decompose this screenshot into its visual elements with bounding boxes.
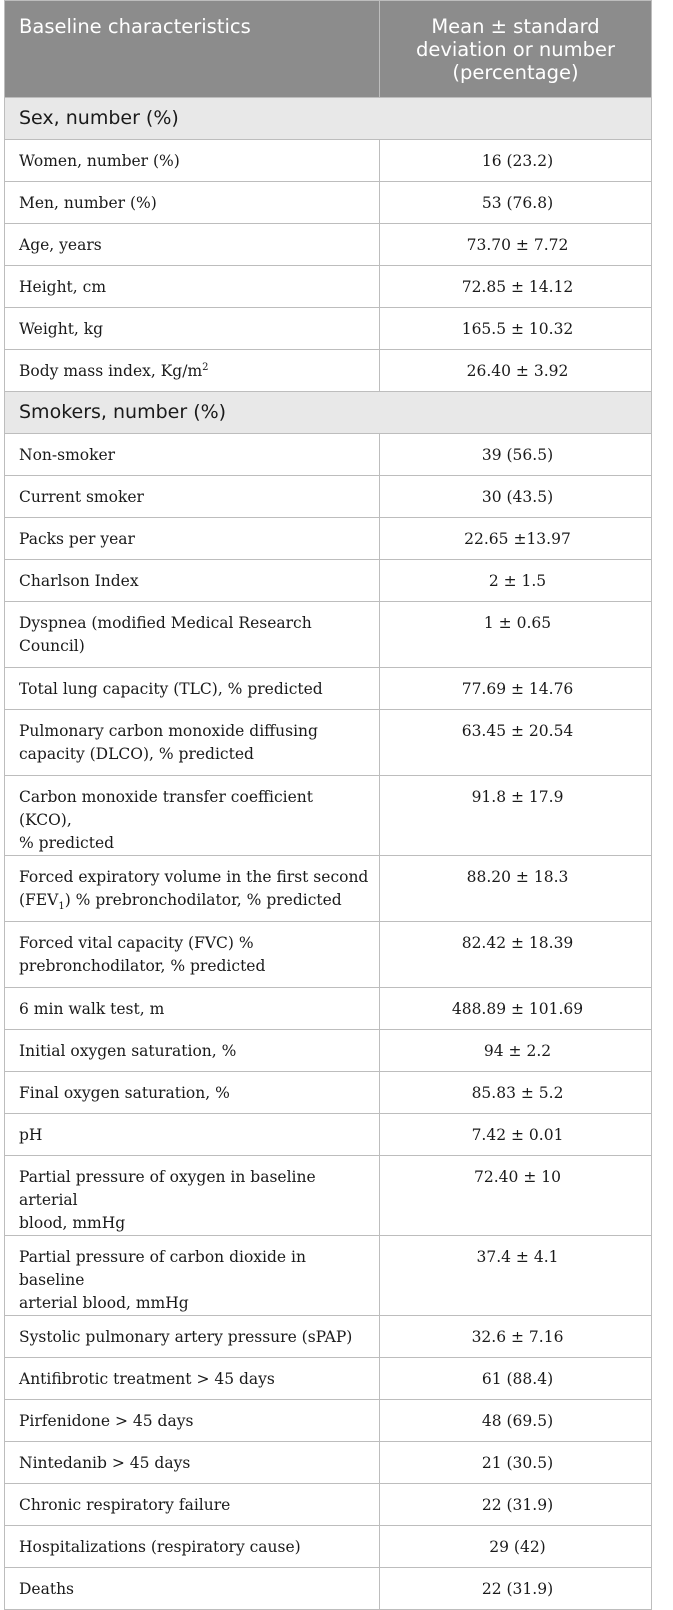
section-header-row	[5, 392, 652, 434]
table-row	[5, 308, 652, 350]
row-value: 53 (76.8)	[380, 182, 652, 224]
row-label-text: Pulmonary carbon monoxide diffusing	[19, 722, 318, 740]
row-label-text-line2-pre: (FEV	[19, 891, 59, 909]
row-value: 73.70 ± 7.72	[380, 224, 652, 266]
table-row	[5, 1072, 652, 1114]
row-value: 488.89 ± 101.69	[380, 988, 652, 1030]
row-label	[5, 776, 380, 856]
row-label	[5, 1236, 380, 1316]
row-label-subscript: 1	[58, 901, 65, 913]
row-label-text-line2: Council)	[19, 637, 85, 655]
row-label	[5, 1072, 380, 1114]
row-value: 30 (43.5)	[380, 476, 652, 518]
row-value: 32.6 ± 7.16	[380, 1316, 652, 1358]
row-label-text: Body mass index, Kg/m	[19, 362, 203, 380]
row-label-text: Deaths	[19, 1580, 75, 1598]
row-label-text: 6 min walk test, m	[19, 1000, 165, 1018]
table-row	[5, 350, 652, 392]
table-row	[5, 1114, 652, 1156]
row-label	[5, 1030, 380, 1072]
row-value: 48 (69.5)	[380, 1400, 652, 1442]
row-label	[5, 1156, 380, 1236]
row-label-text-line2: arterial blood, mmHg	[19, 1294, 189, 1312]
row-label	[5, 1442, 380, 1484]
table-row	[5, 518, 652, 560]
table-body	[5, 98, 652, 1610]
table-row	[5, 140, 652, 182]
table-row	[5, 776, 652, 856]
table-row	[5, 856, 652, 922]
table-row	[5, 1568, 652, 1610]
row-label	[5, 224, 380, 266]
row-label-text: pH	[19, 1126, 43, 1144]
row-label-text: Forced expiratory volume in the first second	[19, 868, 369, 886]
row-label-text: Women, number (%)	[19, 152, 180, 170]
row-value: 22.65 ±13.97	[380, 518, 652, 560]
row-label	[5, 350, 380, 392]
row-label-text: Forced vital capacity (FVC) %	[19, 934, 254, 952]
row-label-text: Weight, kg	[19, 320, 104, 338]
table-row	[5, 266, 652, 308]
row-value: 61 (88.4)	[380, 1358, 652, 1400]
row-value: 16 (23.2)	[380, 140, 652, 182]
row-label	[5, 856, 380, 922]
row-label-text: Final oxygen saturation, %	[19, 1084, 230, 1102]
row-label	[5, 922, 380, 988]
row-value: 85.83 ± 5.2	[380, 1072, 652, 1114]
row-label	[5, 518, 380, 560]
row-value: 165.5 ± 10.32	[380, 308, 652, 350]
row-label-text: Chronic respiratory failure	[19, 1496, 231, 1514]
row-label-text: Non-smoker	[19, 446, 116, 464]
table-row	[5, 1526, 652, 1568]
row-label-text: Hospitalizations (respiratory cause)	[19, 1538, 301, 1556]
table-row	[5, 602, 652, 668]
row-value: 63.45 ± 20.54	[380, 710, 652, 776]
row-value: 72.40 ± 10	[380, 1156, 652, 1236]
table-row	[5, 560, 652, 602]
row-value: 82.42 ± 18.39	[380, 922, 652, 988]
header-mean-sd-line3: (percentage)	[452, 61, 579, 84]
section-header-label: Smokers, number (%)	[5, 392, 652, 434]
row-label-text: Antifibrotic treatment > 45 days	[19, 1370, 275, 1388]
row-label	[5, 476, 380, 518]
row-label-text-line2: % predicted	[19, 834, 115, 852]
row-label	[5, 988, 380, 1030]
row-label-text: Partial pressure of oxygen in baseline arterial	[19, 1168, 316, 1209]
table-row	[5, 476, 652, 518]
row-label-text: Pirfenidone > 45 days	[19, 1412, 194, 1430]
table-row	[5, 710, 652, 776]
table-row	[5, 668, 652, 710]
table-row	[5, 988, 652, 1030]
section-header-label: Sex, number (%)	[5, 98, 652, 140]
row-value: 22 (31.9)	[380, 1568, 652, 1610]
row-label-text: Packs per year	[19, 530, 135, 548]
row-label	[5, 1526, 380, 1568]
row-label	[5, 1568, 380, 1610]
row-label-text: Systolic pulmonary artery pressure (sPAP)	[19, 1328, 353, 1346]
table-row	[5, 1236, 652, 1316]
row-value: 22 (31.9)	[380, 1484, 652, 1526]
section-header-row	[5, 98, 652, 140]
table-row	[5, 1484, 652, 1526]
row-value: 37.4 ± 4.1	[380, 1236, 652, 1316]
row-label-text: Age, years	[19, 236, 102, 254]
row-value: 77.69 ± 14.76	[380, 668, 652, 710]
table-row	[5, 1316, 652, 1358]
table-row	[5, 224, 652, 266]
row-value: 88.20 ± 18.3	[380, 856, 652, 922]
row-label	[5, 602, 380, 668]
row-label-text: Total lung capacity (TLC), % predicted	[19, 680, 323, 698]
row-label-superscript: 2	[202, 361, 209, 373]
row-label	[5, 1484, 380, 1526]
row-label	[5, 710, 380, 776]
row-label	[5, 434, 380, 476]
row-value: 39 (56.5)	[380, 434, 652, 476]
row-label-text: Dyspnea (modified Medical Research	[19, 614, 312, 632]
row-value: 72.85 ± 14.12	[380, 266, 652, 308]
header-mean-sd	[380, 1, 652, 98]
row-label-text: Nintedanib > 45 days	[19, 1454, 191, 1472]
row-value: 1 ± 0.65	[380, 602, 652, 668]
row-value: 91.8 ± 17.9	[380, 776, 652, 856]
row-label-text: Current smoker	[19, 488, 144, 506]
baseline-characteristics-table	[4, 0, 652, 1610]
table-header-row	[5, 1, 652, 98]
header-mean-sd-line1: Mean ± standard	[431, 15, 600, 38]
table-row	[5, 1030, 652, 1072]
header-baseline-characteristics: Baseline characteristics	[5, 1, 380, 98]
row-label	[5, 560, 380, 602]
row-label-text: Charlson Index	[19, 572, 139, 590]
row-label-text: Initial oxygen saturation, %	[19, 1042, 237, 1060]
row-label-text: Men, number (%)	[19, 194, 157, 212]
table-row	[5, 182, 652, 224]
row-label	[5, 182, 380, 224]
row-label	[5, 266, 380, 308]
row-label	[5, 668, 380, 710]
row-label	[5, 1316, 380, 1358]
table-row	[5, 1400, 652, 1442]
row-label	[5, 308, 380, 350]
row-label-text-line2: prebronchodilator, % predicted	[19, 957, 266, 975]
row-value: 2 ± 1.5	[380, 560, 652, 602]
row-value: 21 (30.5)	[380, 1442, 652, 1484]
row-value: 26.40 ± 3.92	[380, 350, 652, 392]
header-mean-sd-line2: deviation or number	[415, 38, 616, 61]
row-label-text-line2-post: ) % prebronchodilator, % predicted	[64, 891, 342, 909]
table-row	[5, 1358, 652, 1400]
row-label	[5, 1358, 380, 1400]
table-row	[5, 434, 652, 476]
row-value: 29 (42)	[380, 1526, 652, 1568]
row-label-text-line2: capacity (DLCO), % predicted	[19, 745, 254, 763]
row-label	[5, 1400, 380, 1442]
row-label-text: Carbon monoxide transfer coefficient (KCO),	[19, 788, 313, 829]
row-value: 94 ± 2.2	[380, 1030, 652, 1072]
table-row	[5, 1156, 652, 1236]
table-row	[5, 922, 652, 988]
row-value: 7.42 ± 0.01	[380, 1114, 652, 1156]
table-row	[5, 1442, 652, 1484]
row-label	[5, 1114, 380, 1156]
row-label-text: Height, cm	[19, 278, 107, 296]
row-label	[5, 140, 380, 182]
row-label-text: Partial pressure of carbon dioxide in baseline	[19, 1248, 306, 1289]
row-label-text-line2: blood, mmHg	[19, 1214, 126, 1232]
